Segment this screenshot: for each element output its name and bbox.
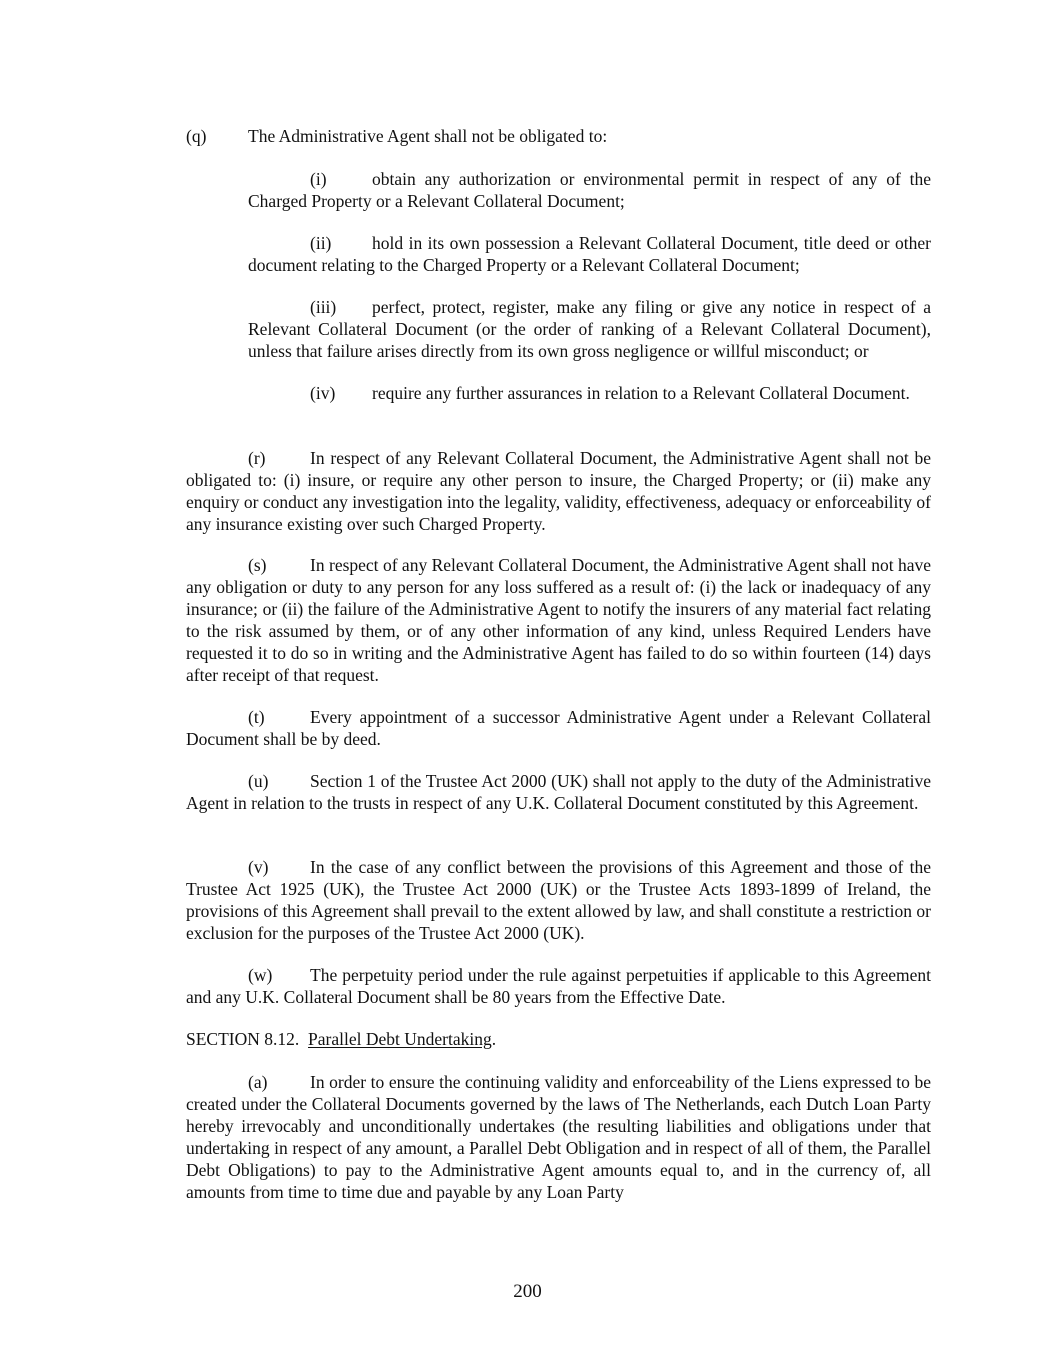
paragraph-label: (i) xyxy=(310,169,327,189)
paragraph-v xyxy=(186,856,931,944)
paragraph-r xyxy=(186,447,931,535)
paragraph-text: The perpetuity period under the rule against perpetuities if applicable to this Agreement and any U.K. Collateral Document shall be 80 years from the Effective Date. xyxy=(186,965,931,1007)
paragraph-text: In respect of any Relevant Collateral Document, the Administrative Agent shall not have any obligation or duty to any person for any loss suffered as a result of: (i) the lack or inadequacy of any insurance; or (ii) the failure of the Administrative Agent to notify the insurers of any material fact relating to the risk assumed by them, or of any other information of any kind, unless Required Lenders have requested it to do so in writing and the Administrative Agent has failed to do so within fourteen (14) days after receipt of that request. xyxy=(186,555,931,685)
paragraph-q-ii xyxy=(248,232,931,276)
section-number: SECTION 8.12. xyxy=(186,1029,300,1049)
paragraph-t xyxy=(186,706,931,750)
page-number: 200 xyxy=(513,1281,542,1302)
paragraph-text: Every appointment of a successor Administrative Agent under a Relevant Collateral Document shall be by deed. xyxy=(186,707,931,749)
section-title-trail: . xyxy=(491,1029,497,1049)
paragraph-text: obtain any authorization or environmental permit in respect of any of the Charged Property or a Relevant Collateral Document; xyxy=(248,169,931,211)
paragraph-q xyxy=(186,125,931,147)
paragraph-text: In order to ensure the continuing validity and enforceability of the Liens expressed to be created under the Collateral Documents governed by the laws of The Netherlands, each Dutch Loan Party hereby irrevocably and unconditionally undertakes (the resulting liabilities and obligations under that undertaking in respect of any amount, a Parallel Debt Obligation and in respect of all of them, the Parallel Debt Obligations) to pay to the Administrative Agent amounts equal to, and in the currency of, all amounts from time to time due and payable by any Loan Party xyxy=(186,1072,931,1202)
paragraph-q-i xyxy=(248,168,931,212)
paragraph-u xyxy=(186,770,931,814)
paragraph-text: In respect of any Relevant Collateral Document, the Administrative Agent shall not be obligated to: (i) insure, or require any other person to insure, the Charged Property; or (ii) make any enquiry or conduct any investigation into the legality, validity, effectiveness, adequacy or enforceability of any insurance existing over such Charged Property. xyxy=(186,448,931,534)
paragraph-a xyxy=(186,1071,931,1203)
paragraph-label: (s) xyxy=(248,555,267,575)
paragraph-label: (u) xyxy=(248,771,269,791)
paragraph-label: (w) xyxy=(248,965,273,985)
paragraph-label: (r) xyxy=(248,448,266,468)
paragraph-label: (iv) xyxy=(310,383,336,403)
paragraph-q-iv xyxy=(248,382,931,404)
paragraph-label: (v) xyxy=(248,857,269,877)
paragraph-text: require any further assurances in relation to a Relevant Collateral Document. xyxy=(372,383,910,403)
paragraph-text: perfect, protect, register, make any filing or give any notice in respect of a Relevant Collateral Document (or the order of ranking of a Relevant Collateral Document), unless that failure arises directly from its own gross negligence or willful misconduct; or xyxy=(248,297,931,361)
paragraph-label: (iii) xyxy=(310,297,337,317)
paragraph-text: Section 1 of the Trustee Act 2000 (UK) shall not apply to the duty of the Administrative Agent in relation to the trusts in respect of any U.K. Collateral Document constituted by this Agreement. xyxy=(186,771,931,813)
paragraph-label: (q) xyxy=(186,126,207,146)
section-heading xyxy=(186,1028,931,1050)
paragraph-label: (ii) xyxy=(310,233,332,253)
paragraph-text: hold in its own possession a Relevant Collateral Document, title deed or other document relating to the Charged Property or a Relevant Collateral Document; xyxy=(248,233,931,275)
section-title: Parallel Debt Undertaking xyxy=(308,1029,492,1049)
paragraph-w xyxy=(186,964,931,1008)
paragraph-label: (a) xyxy=(248,1072,268,1092)
paragraph-q-iii xyxy=(248,296,931,362)
paragraph-label: (t) xyxy=(248,707,265,727)
paragraph-text: In the case of any conflict between the provisions of this Agreement and those of the Trustee Act 1925 (UK), the Trustee Act 2000 (UK) or the Trustee Acts 1893-1899 of Ireland, the provisions of this Agreement shall prevail to the extent allowed by law, and shall constitute a restriction or exclusion for the purposes of the Trustee Act 2000 (UK). xyxy=(186,857,931,943)
paragraph-s xyxy=(186,554,931,686)
paragraph-text: The Administrative Agent shall not be obligated to: xyxy=(248,126,608,146)
